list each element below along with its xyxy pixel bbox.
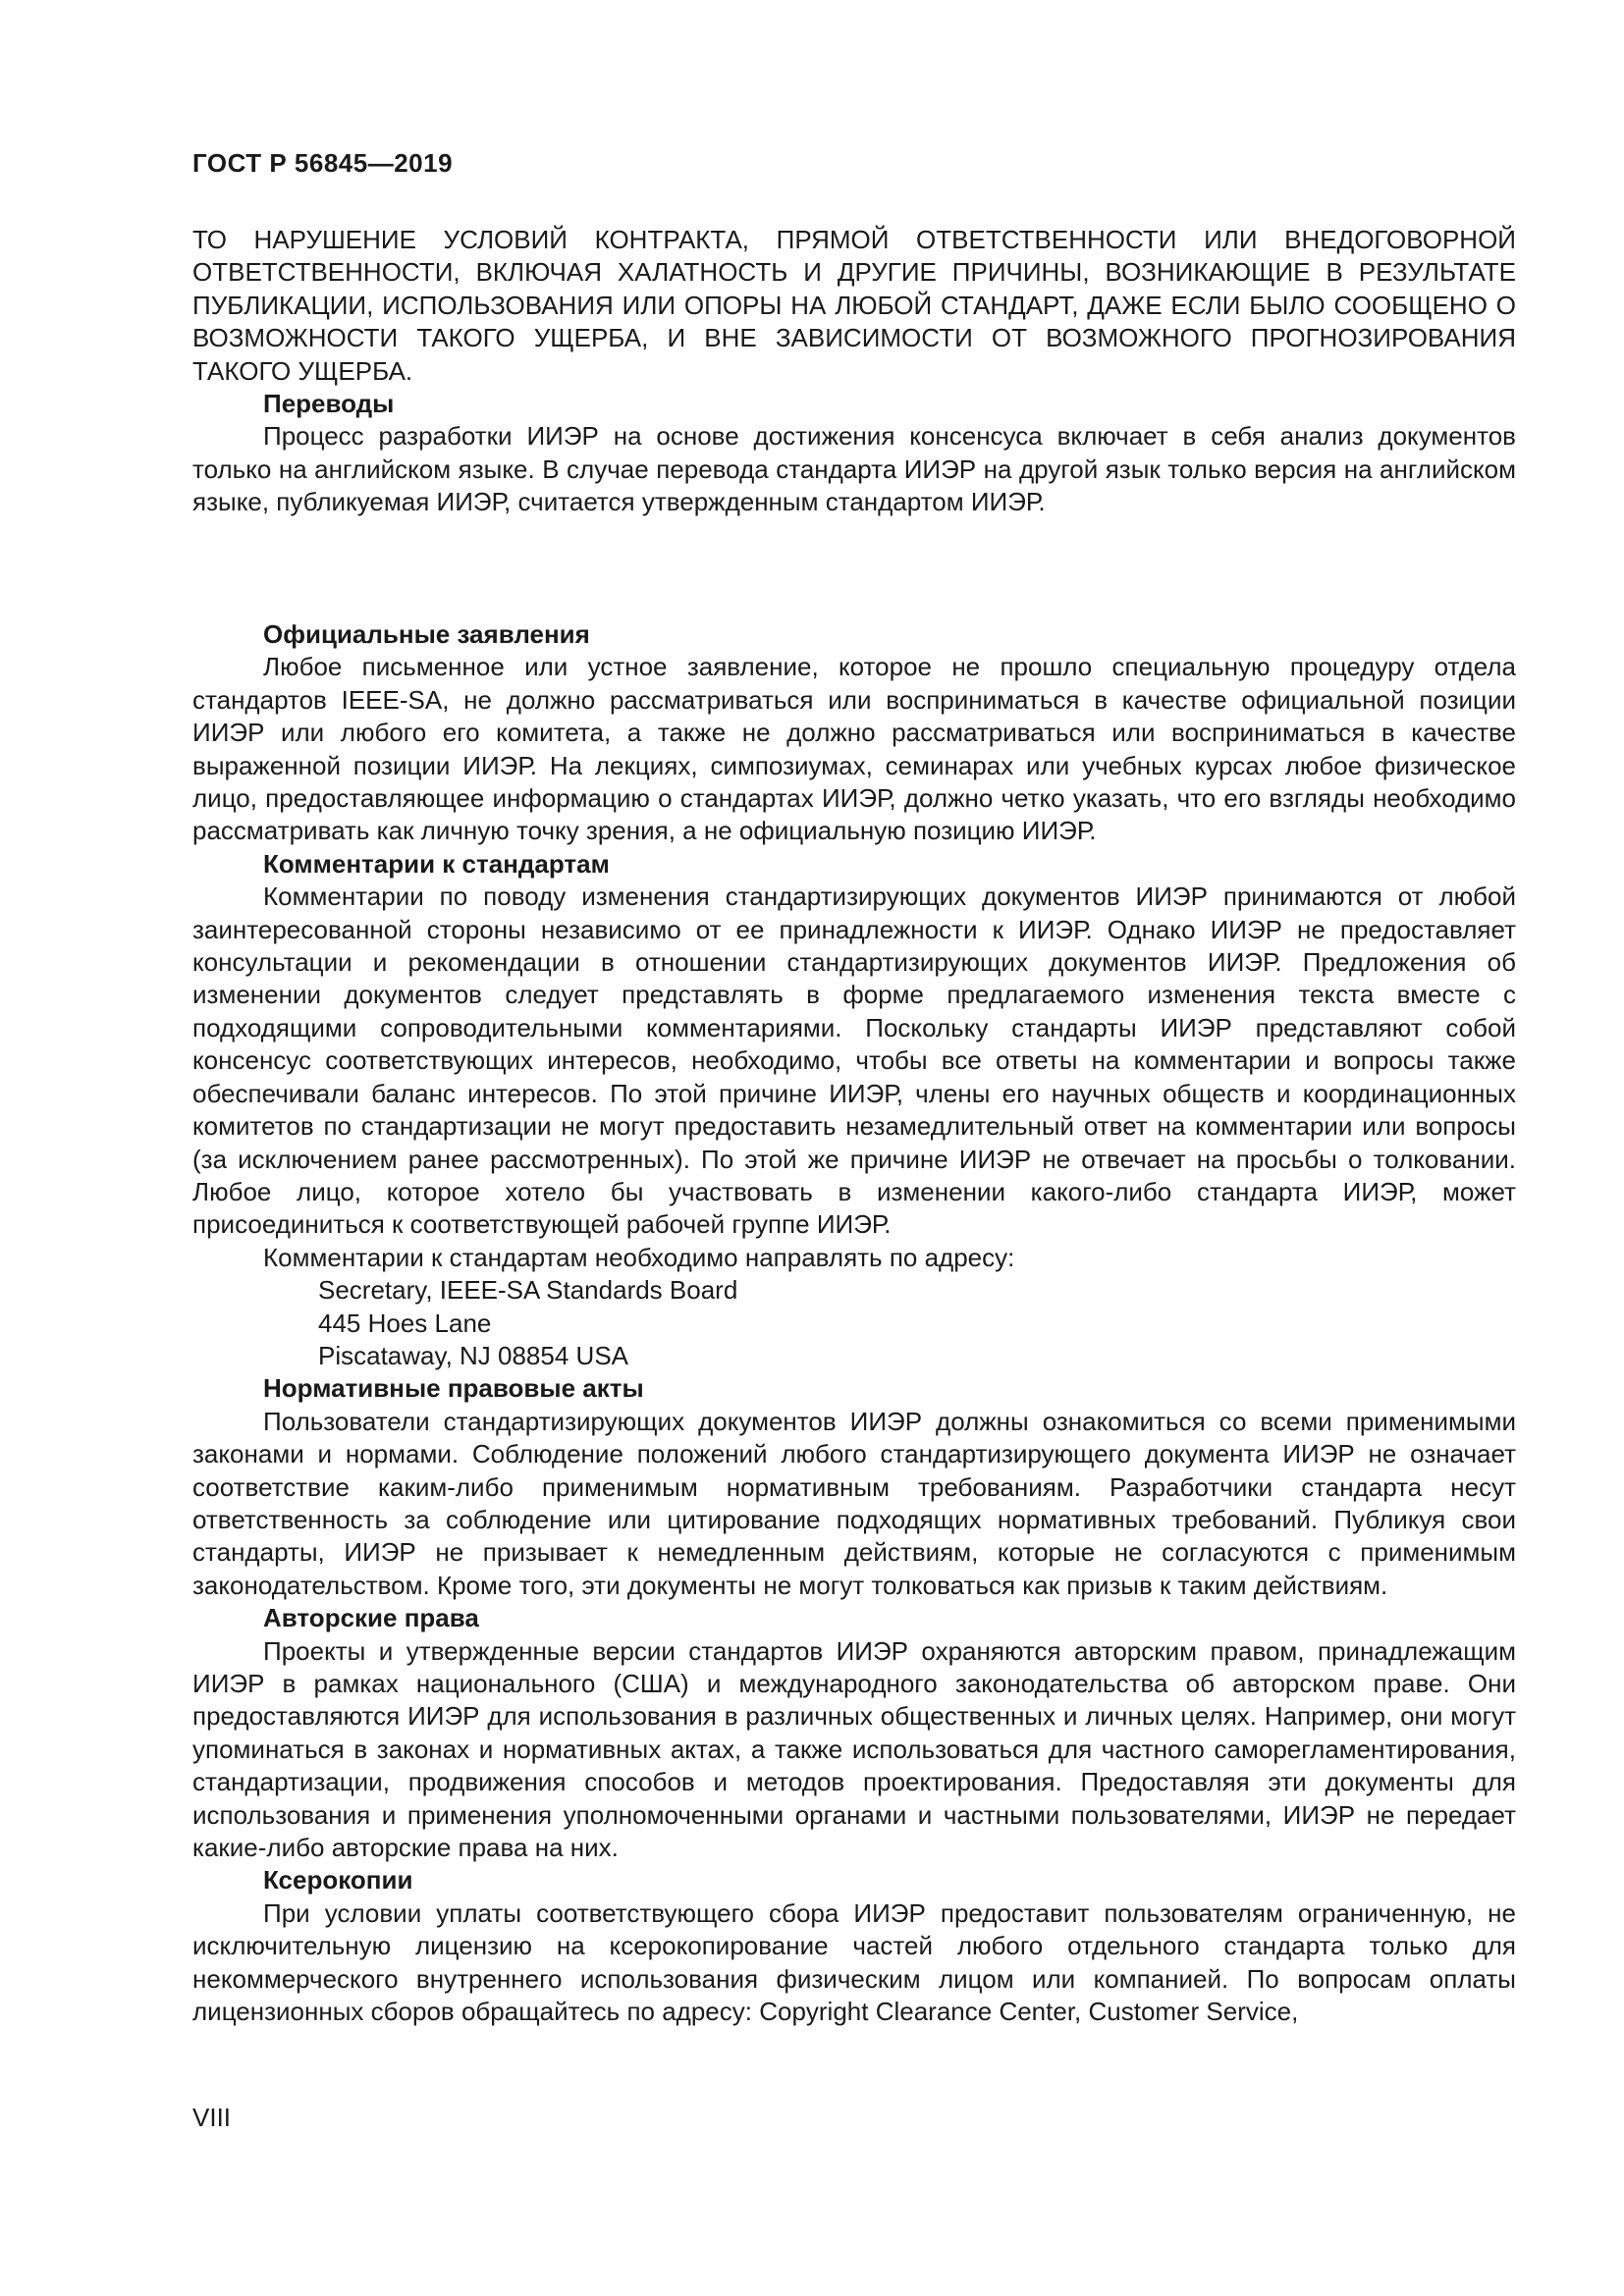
document-code: ГОСТ Р 56845—2019 bbox=[192, 148, 454, 178]
disclaimer-caps-block bbox=[192, 224, 1516, 519]
disclaimer-caps-text: ТО НАРУШЕНИЕ УСЛОВИЙ КОНТРАКТА, ПРЯМОЙ ОТВЕТСТВЕННОСТИ ИЛИ ВНЕДОГОВОРНОЙ ОТВЕТСТВЕННОСТИ, ВКЛЮЧАЯ ХАЛАТНОСТЬ И ДРУГИЕ ПРИЧИНЫ, ВОЗНИКАЮЩИЕ В РЕЗУЛЬТАТЕ ПУБЛИКАЦИИ, ИСПОЛЬЗОВАНИЯ ИЛИ ОПОРЫ НА ЛЮБОЙ СТАНДАРТ, ДАЖЕ ЕСЛИ БЫЛО СООБЩЕНО О ВОЗМОЖНОСТИ ТАКОГО УЩЕРБА, И ВНЕ ЗАВИСИМОСТИ ОТ ВОЗМОЖНОГО ПРОГНОЗИРОВАНИЯ ТАКОГО УЩЕРБА. bbox=[192, 225, 1516, 386]
regulatory-heading: Нормативные правовые акты bbox=[263, 1373, 644, 1404]
translations-text: Процесс разработки ИИЭР на основе достижения консенсуса включает в себя анализ документов только на английском языке. В случае перевода стандарта ИИЭР на другой язык только версия на английском языке, публикуемая ИИЭР, считается утвержденным стандартом ИИЭР. bbox=[192, 421, 1516, 517]
official-heading: Официальные заявления bbox=[263, 619, 590, 649]
copyright-text: Проекты и утвержденные версии стандартов ИИЭР охраняются авторским правом, принадлежащим ИИЭР в рамках национального (США) и международного законодательства об авторском праве. Они предоставляются ИИЭР для использования в различных общественных и личных целях. Например, они могут упоминаться в законах и нормативных актах, а также использоваться для частного саморегламентирования, стандартизации, продвижения способов и методов проектирования. Предоставляя эти документы для использования и применения уполномоченными органами и частными пользователями, ИИЭР не передает какие-либо авторские права на них. bbox=[192, 1635, 1516, 1863]
main-section-block bbox=[192, 618, 1516, 2028]
address-line: Secretary, IEEE-SA Standards Board bbox=[318, 1275, 738, 1306]
address-line: 445 Hoes Lane bbox=[318, 1308, 492, 1338]
copyright-heading: Авторские права bbox=[263, 1603, 479, 1633]
comments-address-intro: Комментарии к стандартам необходимо направлять по адресу: bbox=[263, 1242, 1015, 1272]
regulatory-text: Пользователи стандартизирующих документов ИИЭР должны ознакомиться со всеми применимыми законами и нормами. Соблюдение положений любого стандартизирующего документа ИИЭР не означает соответствие каким-либо применимым нормативным требованиям. Разработчики стандарта несут ответственность за соблюдение или цитирование подходящих нормативных требований. Публикуя свои стандарты, ИИЭР не призывает к немедленным действиям, которые не согласуются с применимым законодательством. Кроме того, эти документы не могут толковаться как призыв к таким действиям. bbox=[192, 1406, 1516, 1600]
official-text: Любое письменное или устное заявление, которое не прошло специальную процедуру отдела стандартов IEEE-SA, не должно рассматриваться или восприниматься в качестве официальной позиции ИИЭР или любого его комитета, а также не должно рассматриваться или восприниматься в качестве выраженной позиции ИИЭР. На лекциях, симпозиумах, семинарах или учебных курсах любое физическое лицо, предоставляющее информацию о стандартах ИИЭР, должно четко указать, что его взгляды необходимо рассматривать как личную точку зрения, а не официальную позицию ИИЭР. bbox=[192, 652, 1516, 846]
photocopies-text: При условии уплаты соответствующего сбора ИИЭР предоставит пользователям ограниченную, не исключительную лицензию на ксерокопирование частей любого отдельного стандарта только для некоммерческого внутреннего использования физическим лицом или компанией. По вопросам оплаты лицензионных сборов обращайтесь по адресу: Copyright Clearance Center, Customer Service, bbox=[192, 1897, 1516, 2027]
photocopies-heading: Ксерокопии bbox=[263, 1865, 413, 1896]
comments-text: Комментарии по поводу изменения стандартизирующих документов ИИЭР принимаются от любой заинтересованной стороны независимо от ее принадлежности к ИИЭР. Однако ИИЭР не предоставляет консультации и рекомендации в отношении стандартизирующих документов ИИЭР. Предложения об изменении документов следует представлять в форме предлагаемого изменения текста вместе с подходящими сопроводительными комментариями. Поскольку стандарты ИИЭР представляют собой консенсус соответствующих интересов, необходимо, чтобы все ответы на комментарии и вопросы также обеспечивали баланс интересов. По этой причине ИИЭР, члены его научных обществ и координационных комитетов по стандартизации не могут предоставить незамедлительный ответ на комментарии или вопросы (за исключением ранее рассмотренных). По этой же причине ИИЭР не отвечает на просьбы о толковании. Любое лицо, которое хотело бы участвовать в изменении какого-либо стандарта ИИЭР, может присоединиться к соответствующей рабочей группе ИИЭР. bbox=[192, 881, 1516, 1240]
translations-heading: Переводы bbox=[263, 389, 395, 419]
comments-heading: Комментарии к стандартам bbox=[263, 848, 610, 879]
address-line: Piscataway, NJ 08854 USA bbox=[318, 1340, 628, 1370]
page-number: VIII bbox=[192, 2103, 232, 2132]
